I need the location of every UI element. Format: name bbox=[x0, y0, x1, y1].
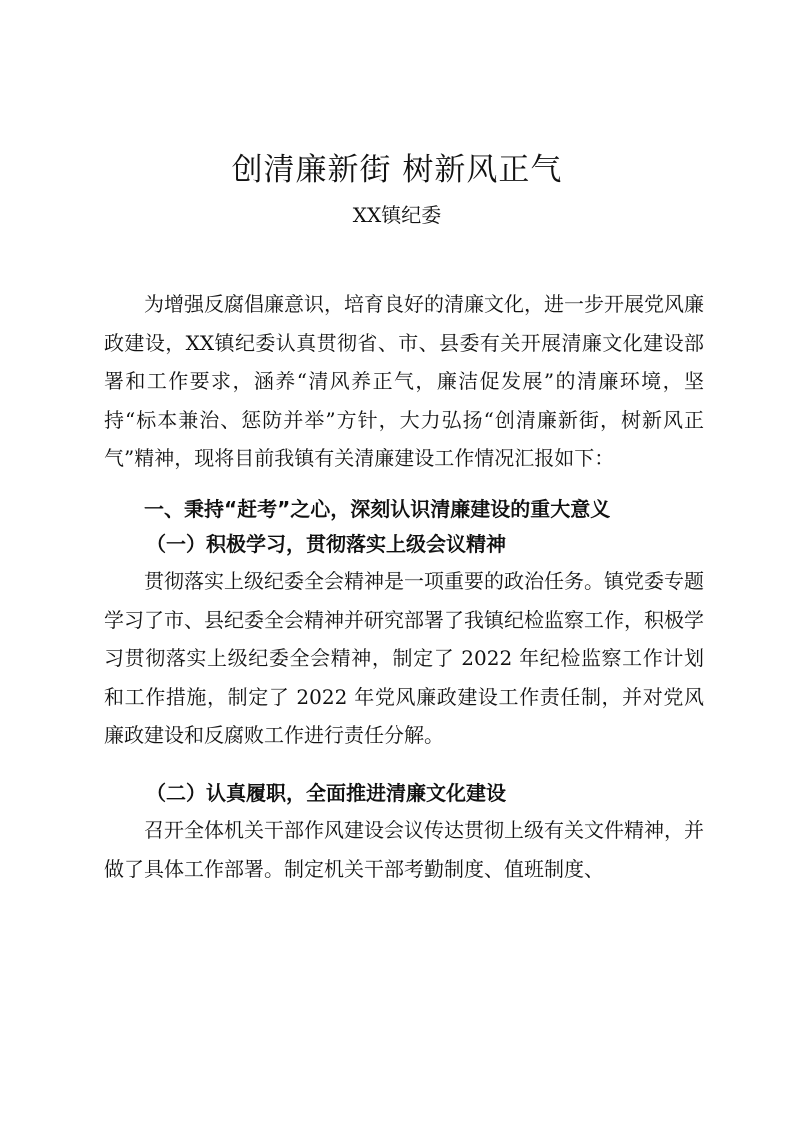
subsection-2-paragraph: 召开全体机关干部作风建设会议传达贯彻上级有关文件精神，并做了具体工作部署。制定机关干部考勤制度、值班制度、 bbox=[104, 817, 704, 881]
subsection-2-heading: （二）认真履职，全面推进清廉文化建设 bbox=[146, 780, 506, 805]
document-author: XX镇纪委 bbox=[352, 203, 442, 227]
subsection-1-paragraph: 贯彻落实上级纪委全会精神是一项重要的政治任务。镇党委专题学习了市、县纪委全会精神并研究部署了我镇纪检监察工作，积极学习贯彻落实上级纪委全会精神，制定了 2022 年纪检监察工作计划和工作措施，制定了 2022 年党风廉政建设工作责任制，并对党风廉政建设和反腐败工作进行责任分解。 bbox=[104, 568, 704, 748]
intro-paragraph: 为增强反腐倡廉意识，培育良好的清廉文化，进一步开展党风廉政建设，XX镇纪委认真贯彻省、市、县委有关开展清廉文化建设部署和工作要求，涵养“清风养正气，廉洁促发展”的清廉环境，坚持“标本兼治、惩防并举”方针，大力弘扬“创清廉新街，树新风正气”精神，现将目前我镇有关清廉建设工作情况汇报如下： bbox=[104, 292, 704, 471]
document-body bbox=[104, 285, 704, 888]
subsection-1-heading: （一）积极学习，贯彻落实上级会议精神 bbox=[146, 531, 506, 556]
section-1-heading: 一、秉持“赶考”之心，深刻认识清廉建设的重大意义 bbox=[144, 496, 611, 521]
document-title: 创清廉新街 树新风正气 bbox=[231, 152, 563, 188]
